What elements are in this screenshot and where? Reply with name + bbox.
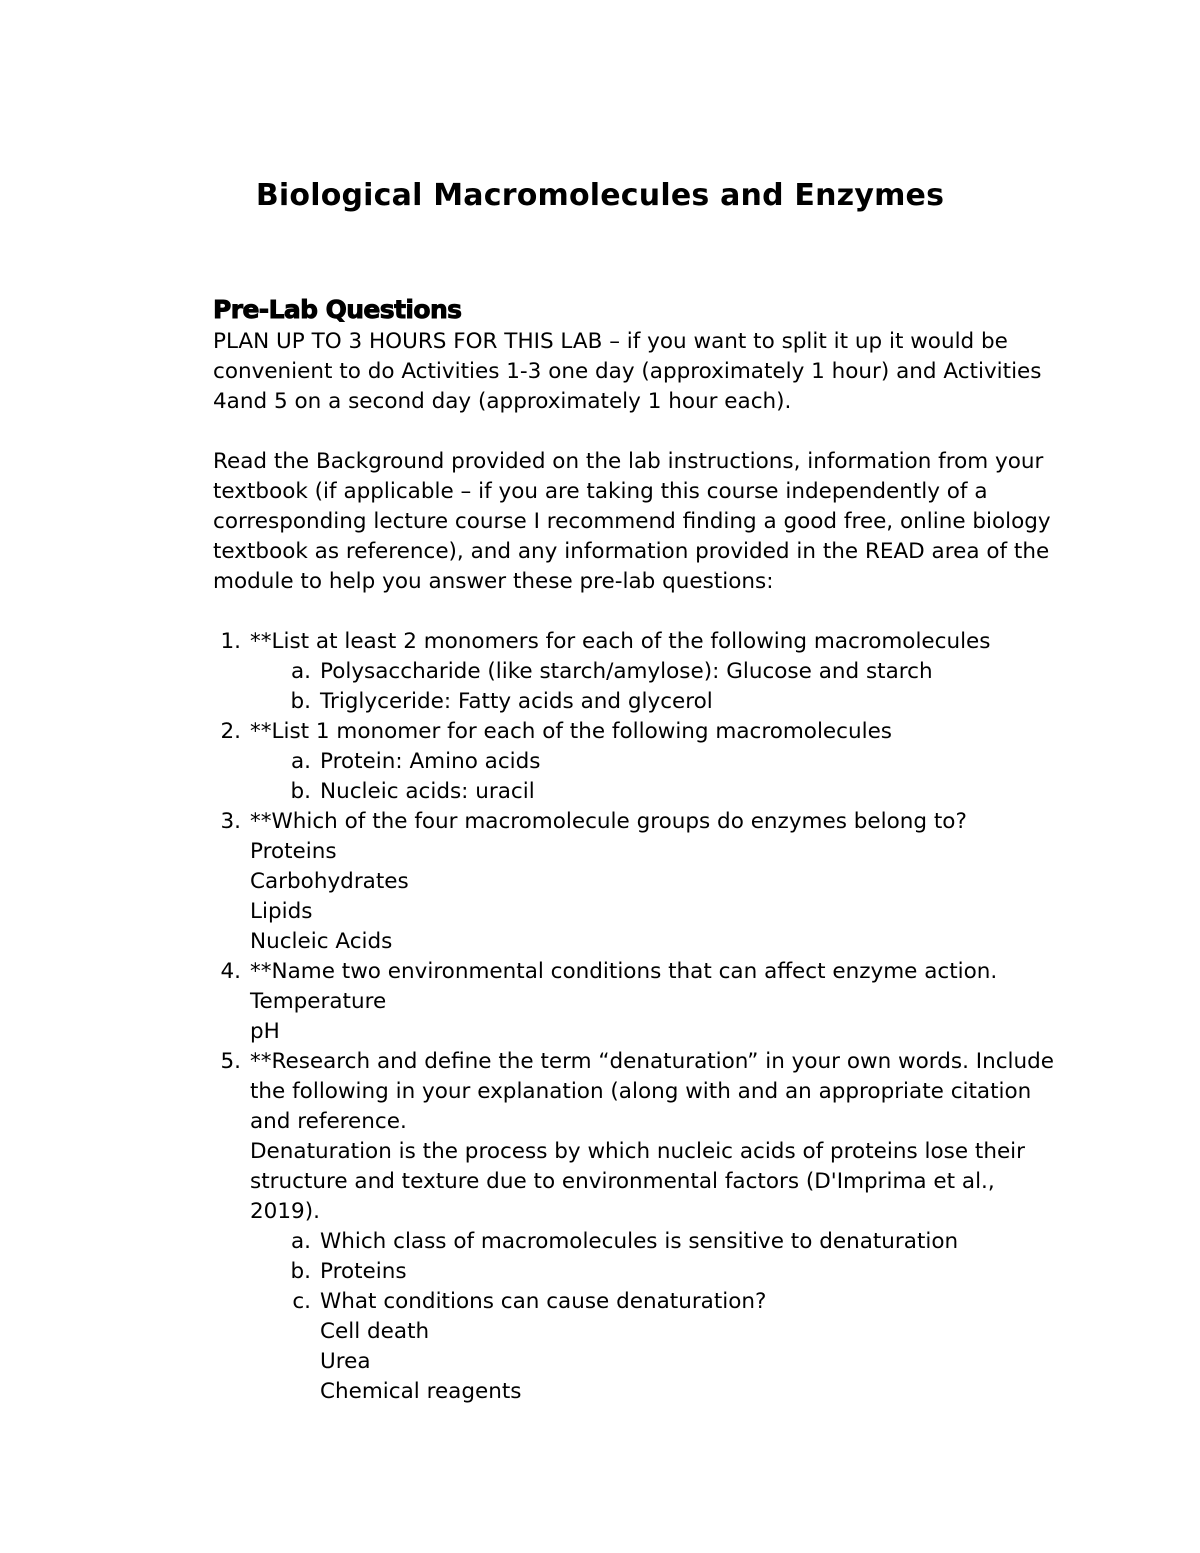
question-subitem — [285, 1257, 1065, 1287]
question-text-line: **List 1 monomer for each of the following macromolecules — [250, 719, 893, 744]
subitem-text-line: Chemical reagents — [320, 1379, 522, 1404]
question-text-line: pH — [250, 1019, 280, 1044]
question-text-line: Carbohydrates — [250, 869, 409, 894]
question-subitem — [285, 687, 1065, 717]
subitem-marker: b. — [290, 689, 311, 714]
question-text-line: **Name two environmental conditions that can affect enzyme action. — [250, 959, 998, 984]
subitem-text-line: Nucleic acids: uracil — [320, 779, 535, 804]
subitem-text-line: Which class of macromolecules is sensitive to denaturation — [320, 1229, 959, 1254]
question-subitem-list — [250, 747, 1065, 807]
subitem-text-line: Protein: Amino acids — [320, 749, 541, 774]
question-text-line: Proteins — [250, 839, 337, 864]
question-item — [213, 957, 1065, 1047]
page-title: Biological Macromolecules and Enzymes — [255, 178, 945, 214]
question-subitem-list — [250, 657, 1065, 717]
subitem-marker: a. — [290, 659, 311, 684]
question-subitem — [285, 1227, 1065, 1257]
subitem-marker: a. — [290, 1229, 311, 1254]
intro-paragraph-2: Read the Background provided on the lab instructions, information from your textbook (if applicable – if you are taking this course independently of a corresponding lecture course I recommend finding a good free, online biology textbook as reference), and any information provided in the READ area of the module to help you answer these pre-lab questions: — [213, 449, 1051, 594]
subitem-text-line: Urea — [320, 1349, 371, 1374]
section-heading-pre-lab-questions: Pre-Lab Questions — [213, 295, 462, 324]
question-text-line: **List at least 2 monomers for each of the following macromolecules — [250, 629, 991, 654]
question-item — [213, 1047, 1065, 1407]
subitem-marker: a. — [290, 749, 311, 774]
question-item — [213, 627, 1065, 717]
subitem-text-line: What conditions can cause denaturation? — [320, 1289, 767, 1314]
question-marker: 1. — [220, 629, 241, 654]
pre-lab-question-list — [213, 627, 1065, 1407]
question-text-line: Lipids — [250, 899, 313, 924]
subitem-text-line: Polysaccharide (like starch/amylose): Glucose and starch — [320, 659, 933, 684]
question-subitem-list — [250, 1227, 1065, 1407]
question-text-line: Nucleic Acids — [250, 929, 393, 954]
question-subitem — [285, 1287, 1065, 1407]
question-marker: 3. — [220, 809, 241, 834]
question-text-line: Denaturation is the process by which nucleic acids of proteins lose their structure and texture due to environmental factors (D'Imprima et al., 2019). — [250, 1139, 1025, 1224]
subitem-text-line: Cell death — [320, 1319, 430, 1344]
question-marker: 5. — [220, 1049, 241, 1074]
question-marker: 2. — [220, 719, 241, 744]
subitem-marker: c. — [292, 1289, 311, 1314]
question-item — [213, 717, 1065, 807]
list-spacer — [213, 597, 1065, 627]
question-item — [213, 807, 1065, 957]
intro-paragraph-1: PLAN UP TO 3 HOURS FOR THIS LAB – if you want to split it up it would be convenient to do Activities 1-3 one day (approximately 1 hour) and Activities 4and 5 on a second day (approximately 1 hour each). — [213, 329, 1042, 414]
question-subitem — [285, 747, 1065, 777]
paragraph-spacer — [213, 417, 1065, 447]
subitem-marker: b. — [290, 779, 311, 804]
question-text-line: **Research and define the term “denaturation” in your own words. Include the following in your explanation (along with and an appropriate citation and reference. — [250, 1049, 1055, 1134]
question-subitem — [285, 777, 1065, 807]
question-subitem — [285, 657, 1065, 687]
question-text-line: **Which of the four macromolecule groups do enzymes belong to? — [250, 809, 967, 834]
question-marker: 4. — [220, 959, 241, 984]
subitem-text-line: Proteins — [320, 1259, 407, 1284]
document-body — [213, 296, 1065, 1407]
subitem-marker: b. — [290, 1259, 311, 1284]
subitem-text-line: Triglyceride: Fatty acids and glycerol — [320, 689, 713, 714]
question-text-line: Temperature — [250, 989, 387, 1014]
